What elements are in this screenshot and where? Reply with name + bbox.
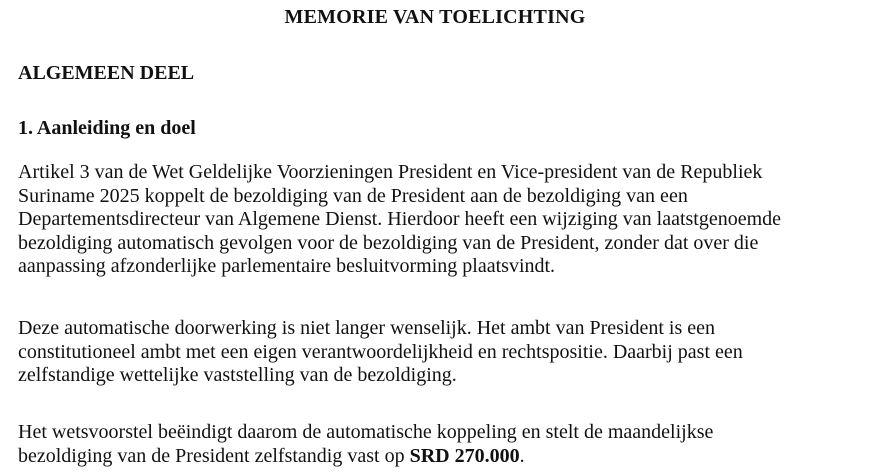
paragraph-text: . xyxy=(519,444,525,467)
paragraph-line: Departementsdirecteur van Algemene Dienst. Hierdoor heeft een wijziging van laatstgenoemde xyxy=(18,208,782,230)
paragraph-text: bezoldiging van de President zelfstandig vast op xyxy=(18,444,410,467)
paragraph-3 xyxy=(18,421,868,468)
paragraph-line: bezoldiging automatisch gevolgen voor de bezoldiging van de President, zonder dat over die xyxy=(18,231,759,254)
paragraph-line: aanpassing afzonderlijke parlementaire besluitvorming plaatsvindt. xyxy=(18,255,556,277)
paragraph-2 xyxy=(18,317,868,388)
paragraph-line: constitutioneel ambt met een eigen verantwoordelijkheid en rechtspositie. Daarbij past een xyxy=(18,340,743,363)
paragraph-line: Artikel 3 van de Wet Geldelijke Voorzieningen President en Vice-president van de Republiek xyxy=(18,161,763,183)
paragraph-line: Suriname 2025 koppelt de bezoldiging van de President aan de bezoldiging van een xyxy=(18,184,688,207)
paragraph-line: zelfstandige wettelijke vaststelling van de bezoldiging. xyxy=(18,364,457,386)
document-title: MEMORIE VAN TOELICHTING xyxy=(284,6,586,28)
salary-amount: SRD 270.000 xyxy=(409,444,520,467)
paragraph-1 xyxy=(18,161,868,279)
paragraph-line: Het wetsvoorstel beëindigt daarom de automatische koppeling en stelt de maandelijkse xyxy=(18,421,714,443)
paragraph-line xyxy=(18,445,868,469)
section-heading: ALGEMEEN DEEL xyxy=(18,62,195,84)
subsection-heading: 1. Aanleiding en doel xyxy=(18,117,196,139)
paragraph-line: Deze automatische doorwerking is niet langer wenselijk. Het ambt van President is een xyxy=(18,317,716,339)
